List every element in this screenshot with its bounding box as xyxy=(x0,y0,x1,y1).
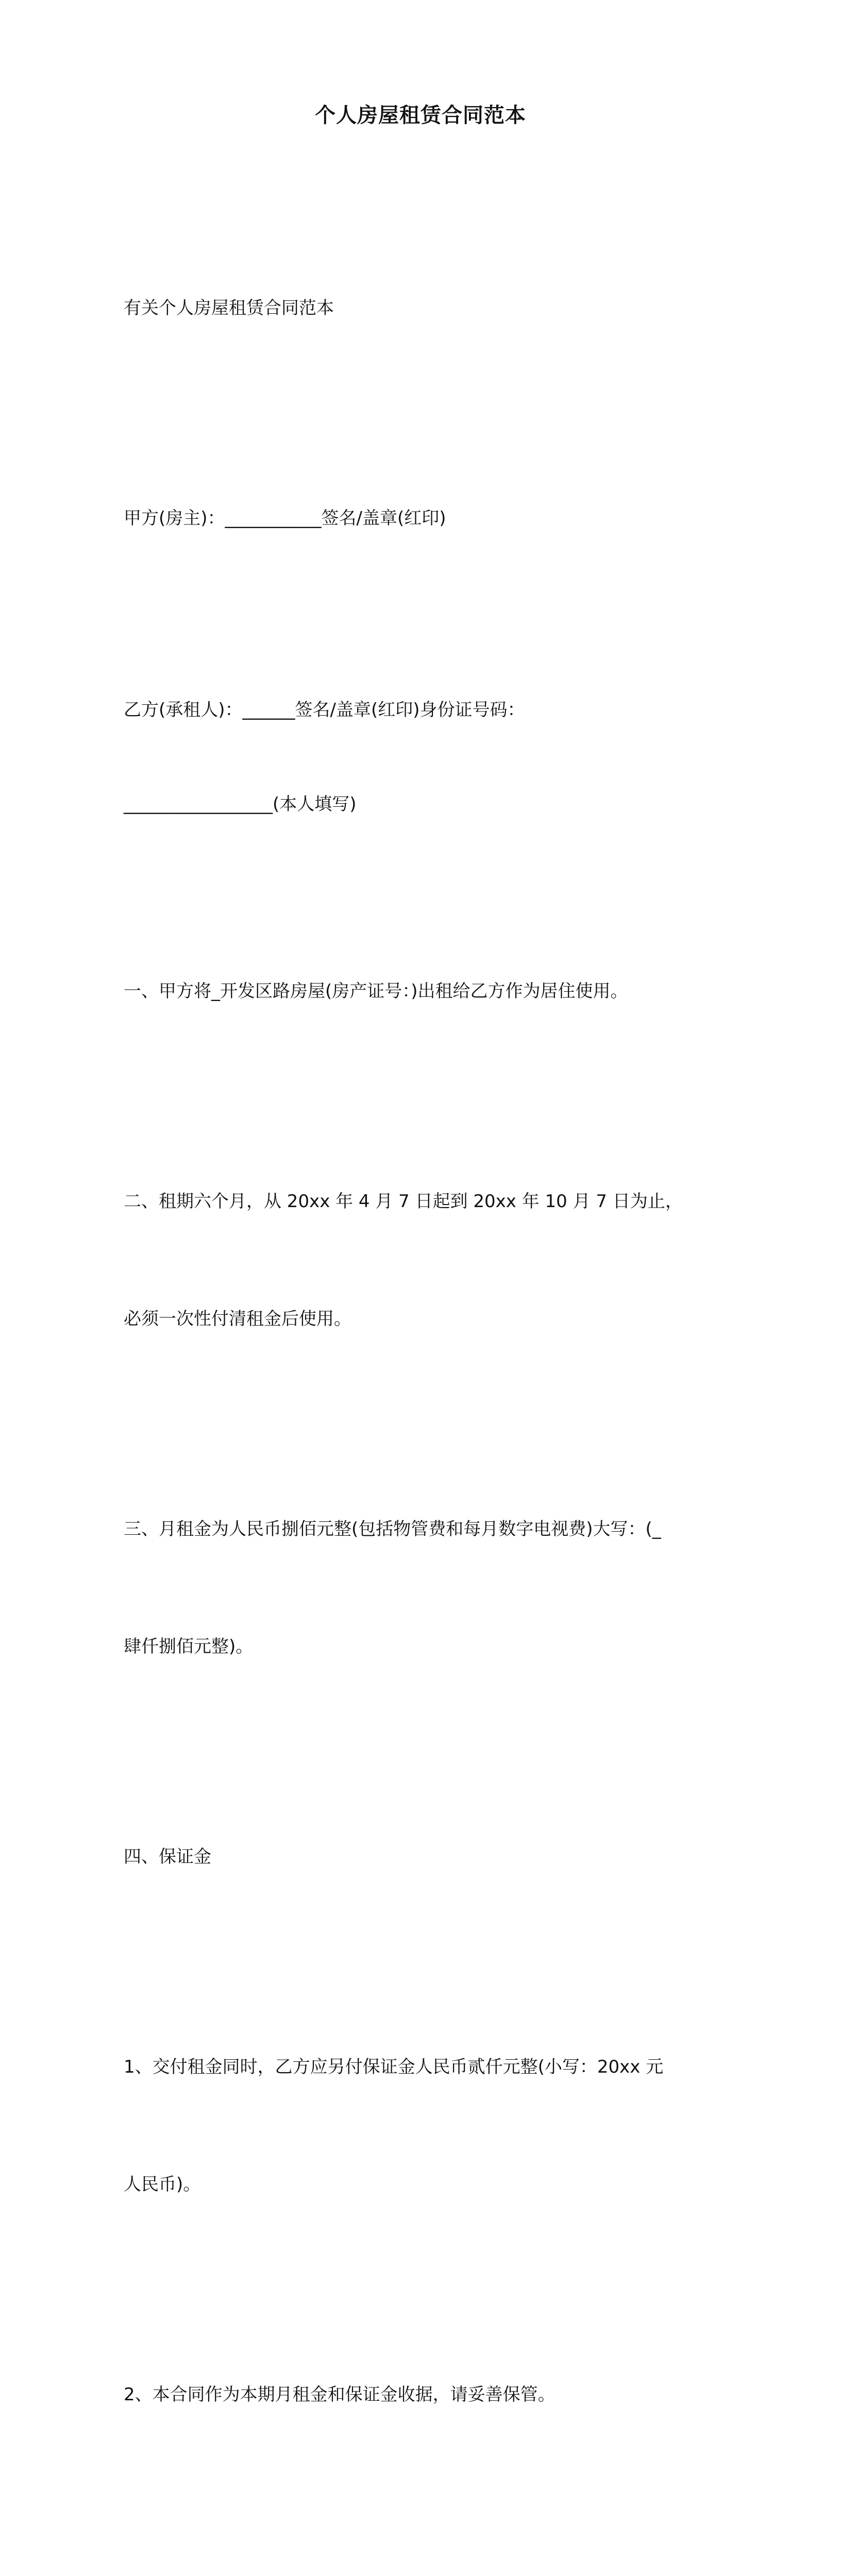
paragraph-line: 甲方(房主)：___________签名/盖章(红印) xyxy=(124,508,446,529)
clause-4-item-1 xyxy=(124,1969,721,2282)
paragraph-line: 肆仟捌佰元整)。 xyxy=(124,1636,254,1657)
paragraph-line: _________________(本人填写) xyxy=(124,794,357,815)
intro-heading xyxy=(124,210,721,406)
clause-2 xyxy=(124,1104,721,1417)
clause-3 xyxy=(124,1431,721,1744)
paragraph-line: 1、交付租金同时，乙方应另付保证金人民币贰仟元整(小写：20xx 元 xyxy=(124,2057,664,2077)
paragraph-line: 二、租期六个月，从 20xx 年 4 月 7 日起到 20xx 年 10 月 7 日为止， xyxy=(124,1191,683,1212)
clause-5-heading xyxy=(124,2507,721,2576)
clause-1 xyxy=(124,893,721,1089)
party-b-line xyxy=(124,631,721,879)
clause-4-heading xyxy=(124,1759,721,1955)
paragraph-line: 2、本合同作为本期月租金和保证金收据，请妥善保管。 xyxy=(124,2384,556,2405)
document-body xyxy=(124,210,721,2576)
paragraph-line: 必须一次性付清租金后使用。 xyxy=(124,1309,351,1329)
paragraph-line: 人民币)。 xyxy=(124,2174,201,2195)
paragraph-line: 三、月租金为人民币捌佰元整(包括物管费和每月数字电视费)大写：(_ xyxy=(124,1519,661,1539)
party-a-line xyxy=(124,420,721,616)
paragraph-line: 一、甲方将_开发区路房屋(房产证号：)出租给乙方作为居住使用。 xyxy=(124,981,628,1002)
paragraph-line: 四、保证金 xyxy=(124,1846,211,1867)
clause-4-item-2 xyxy=(124,2297,721,2493)
paragraph-line: 有关个人房屋租赁合同范本 xyxy=(124,298,334,318)
paragraph-line: 乙方(承租人)：______签名/盖章(红印)身份证号码： xyxy=(124,700,525,720)
document-title: 个人房屋租赁合同范本 xyxy=(315,104,526,127)
